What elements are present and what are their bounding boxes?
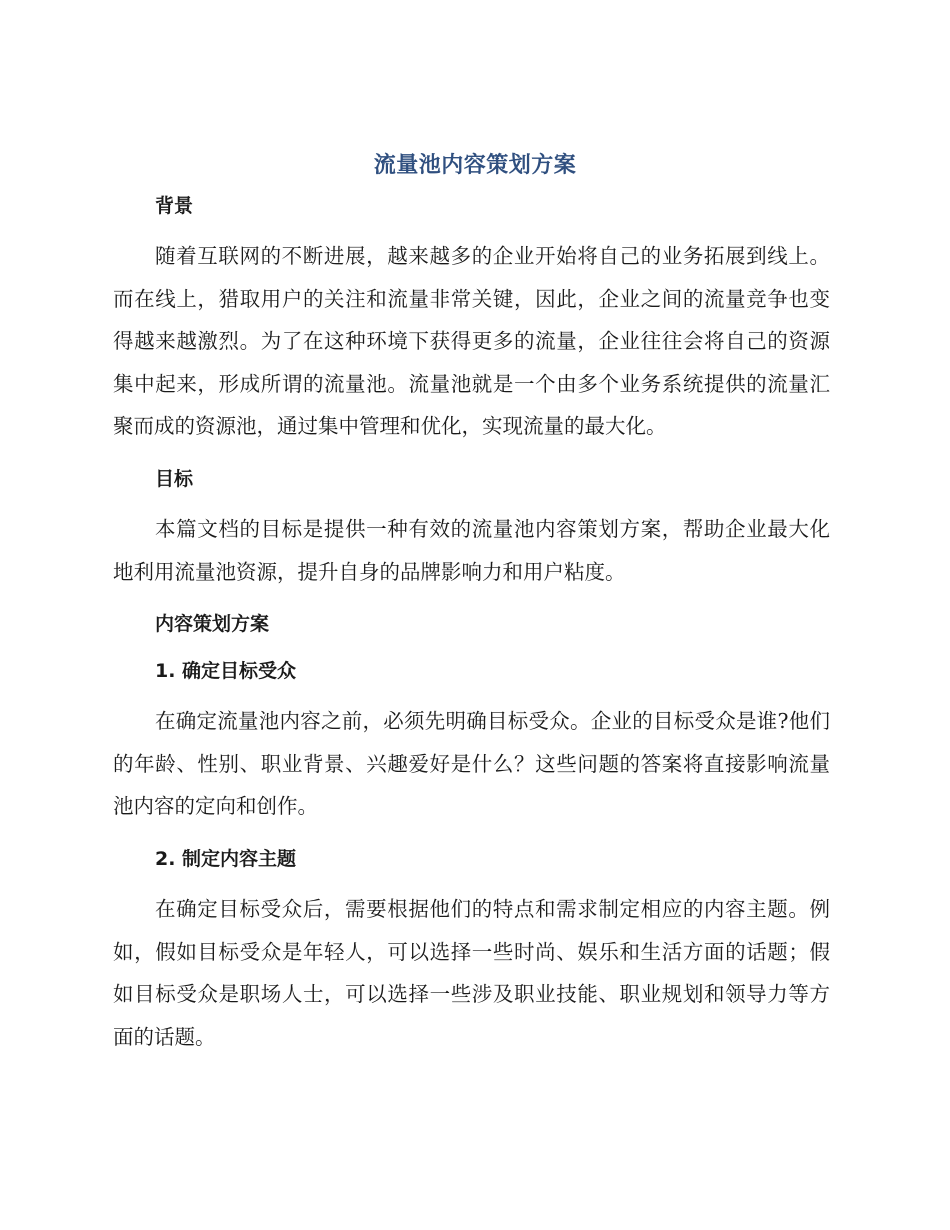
section-paragraph-step2: 在确定目标受众后，需要根据他们的特点和需求制定相应的内容主题。例如，假如目标受众是年轻人，可以选择一些时尚、娱乐和生活方面的话题；假如目标受众是职场人士，可以选择一些涉及职业技能、职业规划和领导力等方面的话题。 bbox=[113, 896, 830, 1049]
section-paragraph-step1: 在确定流量池内容之前，必须先明确目标受众。企业的目标受众是谁?他们的年龄、性别、职业背景、兴趣爱好是什么？这些问题的答案将直接影响流量池内容的定向和创作。 bbox=[113, 709, 830, 819]
section-heading-step1: 1. 确定目标受众 bbox=[155, 660, 297, 683]
section-heading-step2: 2. 制定内容主题 bbox=[155, 847, 297, 870]
section-paragraph-goal: 本篇文档的目标是提供一种有效的流量池内容策划方案，帮助企业最大化地利用流量池资源，提升自身的品牌影响力和用户粘度。 bbox=[113, 516, 830, 584]
section-paragraph-background: 随着互联网的不断进展，越来越多的企业开始将自己的业务拓展到线上。而在线上，猎取用户的关注和流量非常关键，因此，企业之间的流量竞争也变得越来越激烈。为了在这种环境下获得更多的流量，企业往往会将自己的资源集中起来，形成所谓的流量池。流量池就是一个由多个业务系统提供的流量汇聚而成的资源池，通过集中管理和优化，实现流量的最大化。 bbox=[113, 244, 830, 439]
section-heading-background: 背景 bbox=[155, 195, 194, 217]
document-body bbox=[113, 190, 830, 1058]
section-heading-goal: 目标 bbox=[155, 467, 194, 490]
section-heading-plan: 内容策划方案 bbox=[155, 613, 270, 636]
document-title: 流量池内容策划方案 bbox=[373, 153, 577, 178]
